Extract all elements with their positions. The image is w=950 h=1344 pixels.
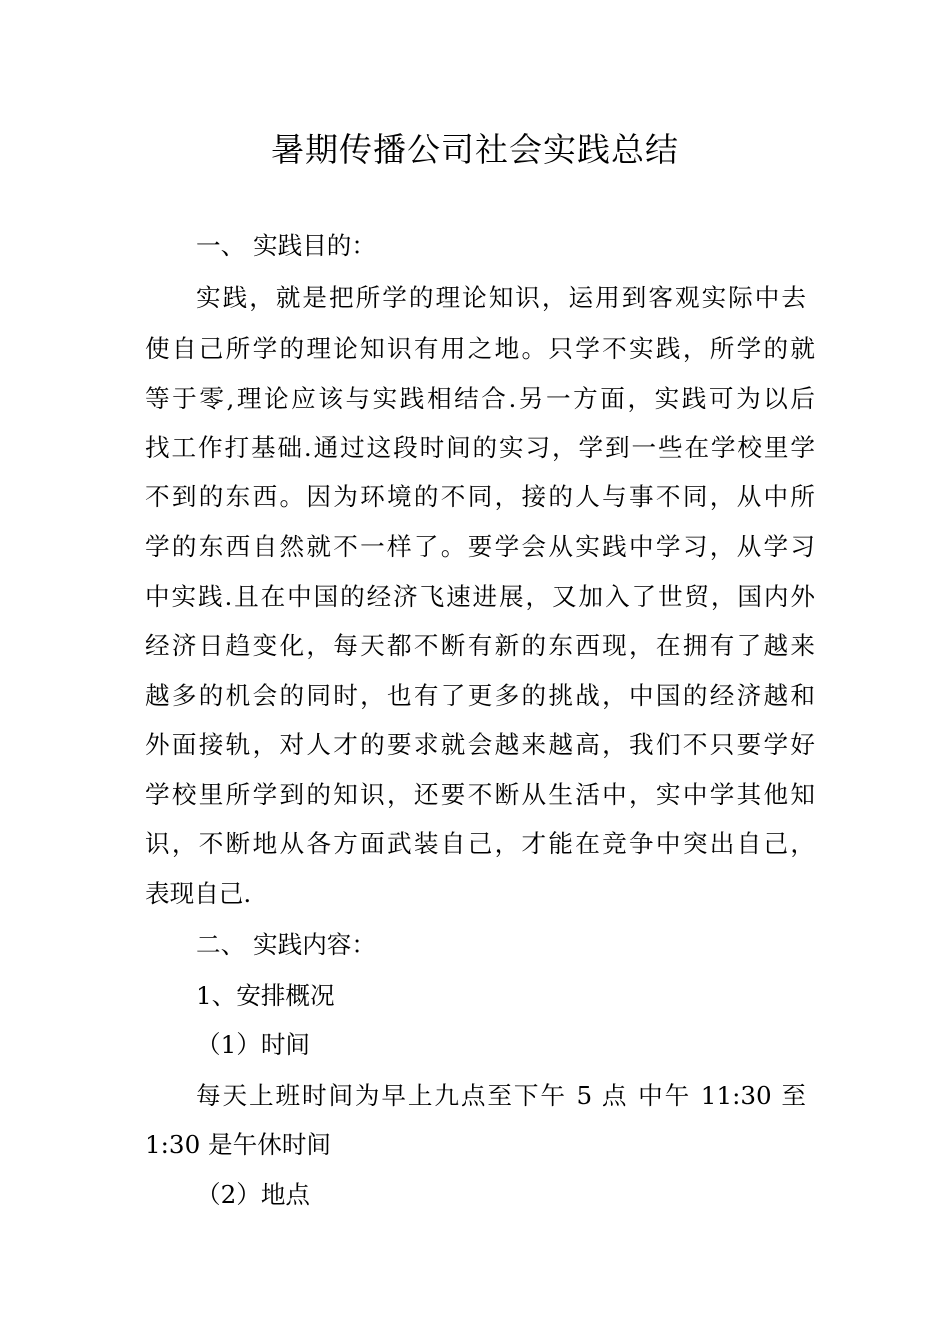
paragraph-line: 不到的东西。因为环境的不同，接的人与事不同，从中所 [145,482,815,511]
paragraph-line: 经济日趋变化，每天都不断有新的东西现，在拥有了越来 [145,631,815,660]
paragraph-line: 实践，就是把所学的理论知识，运用到客观实际中去 [196,283,806,312]
paragraph-line: 中实践.且在中国的经济飞速进展，又加入了世贸，国内外 [145,582,815,611]
paragraph-line: 等于零,理论应该与实践相结合.另一方面，实践可为以后 [145,384,815,413]
paragraph-line: 表现自己. [145,879,252,908]
paragraph-line: 越多的机会的同时，也有了更多的挑战，中国的经济越和 [145,681,815,710]
paragraph-line: 使自己所学的理论知识有用之地。只学不实践，所学的就 [145,334,815,363]
item-heading-place: （2）地点 [196,1180,311,1209]
paragraph-line: 每天上班时间为早上九点至下午 5 点 中午 11:30 至 [196,1081,806,1110]
paragraph-line: 学校里所学到的知识，还要不断从生活中，实中学其他知 [145,780,815,809]
subsection-heading: 1、安排概况 [196,981,335,1010]
item-heading-time: （1）时间 [196,1030,311,1059]
paragraph-line: 识，不断地从各方面武装自己，才能在竞争中突出自己， [145,829,815,858]
paragraph-line: 外面接轨，对人才的要求就会越来越高，我们不只要学好 [145,730,815,759]
paragraph-line: 学的东西自然就不一样了。要学会从实践中学习，从学习 [145,532,815,561]
paragraph-line: 找工作打基础.通过这段时间的实习，学到一些在学校里学 [145,433,815,462]
paragraph-line: 1:30 是午休时间 [145,1130,332,1159]
section-heading-purpose: 一、 实践目的： [196,231,376,260]
document-title: 暑期传播公司社会实践总结 [271,130,679,169]
section-heading-content: 二、 实践内容： [196,930,376,959]
